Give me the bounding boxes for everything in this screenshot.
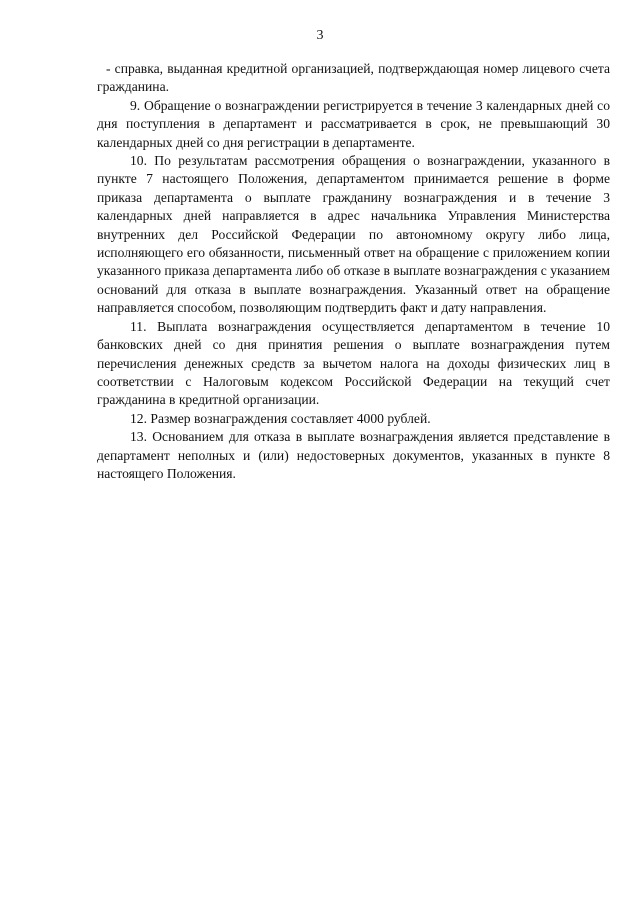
paragraph-bank-certificate: - справка, выданная кредитной организацией, подтверждающая номер лицевого счета гражданина. [97, 61, 610, 95]
paragraph-10-decision: 10. По результатам рассмотрения обращения о вознаграждении, указанного в пункте 7 настоящего Положения, департаментом принимается решение в форме приказа департамента о выплате гражданину вознаграждения и в течение 3 календарных дней направляется в адрес начальника Управления Министерства внутренних дел Российской Федерации по автономному округу либо лица, исполняющего его обязанности, письменный ответ на обращение с приложением копии указанного приказа департамента либо об отказе в выплате вознаграждения с указанием оснований для отказа в выплате вознаграждения. Указанный ответ на обращение направляется способом, позволяющим подтвердить факт и дату направления. [97, 153, 611, 316]
document-body [97, 60, 610, 483]
paragraph-12-amount: 12. Размер вознаграждения составляет 4000 рублей. [130, 410, 431, 426]
paragraph-13-refusal: 13. Основанием для отказа в выплате вознаграждения является представление в департамент неполных и (или) недостоверных документов, указанных в пункте 8 настоящего Положения. [97, 429, 610, 481]
page-number: 3 [316, 28, 324, 43]
paragraph-9-registration: 9. Обращение о вознаграждении регистрируется в течение 3 календарных дней со дня поступления в департамент и рассматривается в срок, не превышающий 30 календарных дней со дня регистрации в департаменте. [97, 97, 610, 150]
paragraph-11-payment: 11. Выплата вознаграждения осуществляется департаментом в течение 10 банковских дней со дня принятия решения о выплате вознаграждения путем перечисления денежных средств за вычетом налога на доходы физических лиц в соответствии с Налоговым кодексом Российской Федерации на текущий счет гражданина в кредитной организации. [97, 318, 610, 408]
